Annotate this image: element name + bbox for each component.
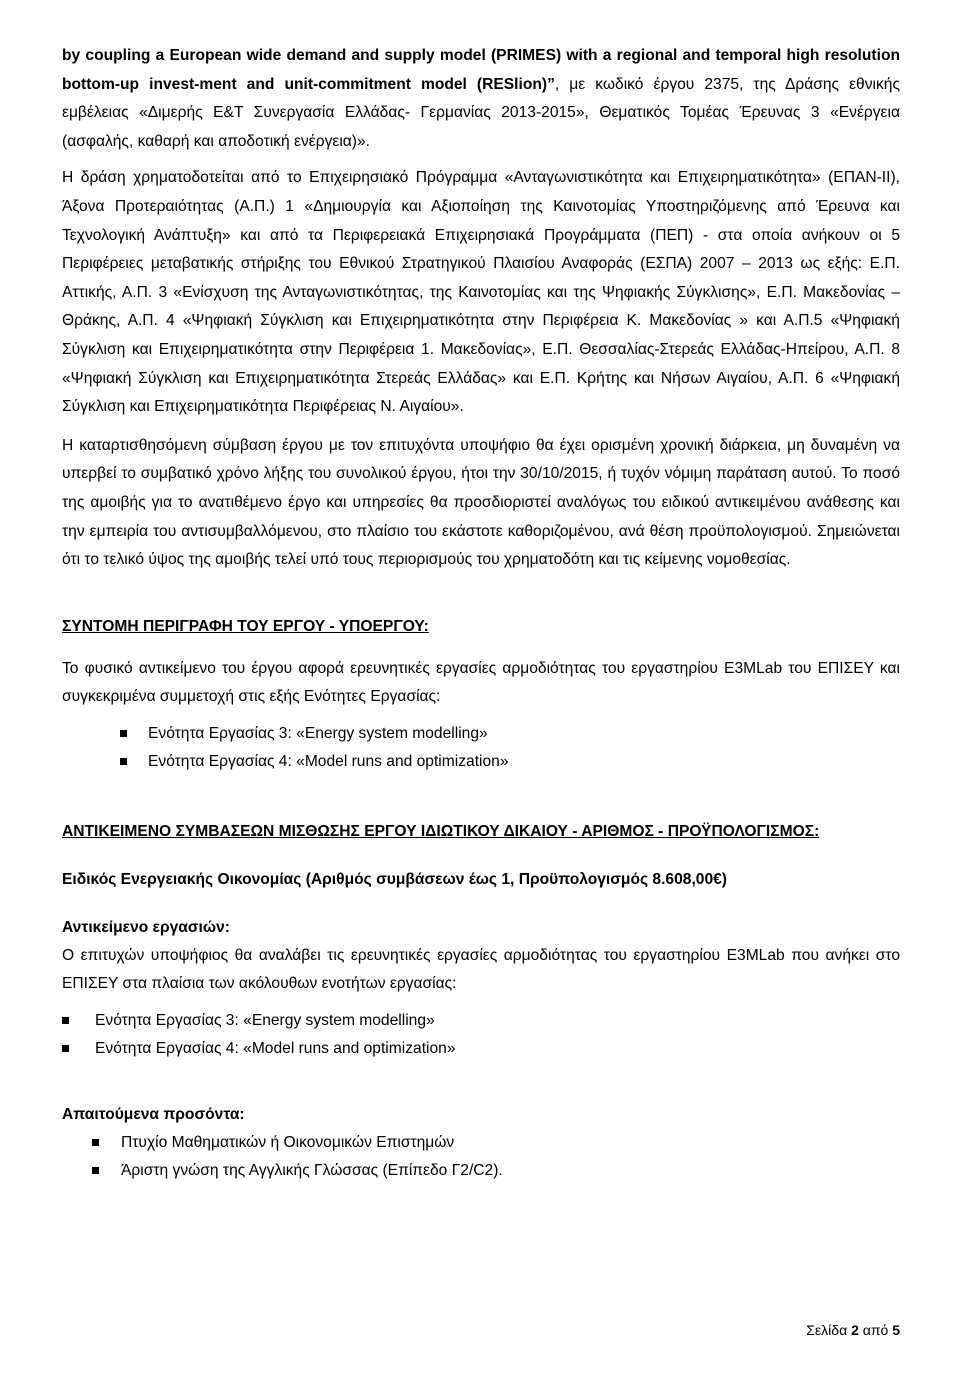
contract-paragraph: Η καταρτισθησόμενη σύμβαση έργου με τον επιτυχόντα υποψήφιο θα έχει ορισμένη χρονική διάρκεια, μη δυναμένη να υπερβεί το συμβατικό χρόνο λήξης του συνολικού έργου, ήτοι την 30/10/2015, ή τυχόν νόμιμη παράταση αυτού. Το ποσό της αμοιβής για το ανατιθέμενο έργο και υπηρεσίες θα προσδιοριστεί αναλόγως του ειδικού αντικειμένου ανάθεσης και την εμπειρία του αντισυμβαλλόμενου, στο πλαίσιο του εκάστοτε καθοριζομένου, ανά θέση προϋπολογισμού. Σημειώνεται ότι το τελικό ύψος της αμοιβής τελεί υπό τους περιορισμούς του χρηματοδότη και τις κείμενης νομοθεσίας. (62, 436, 900, 569)
requirements-list (92, 1129, 900, 1185)
object-paragraph: Ο επιτυχών υποψήφιος θα αναλάβει τις ερευνητικές εργασίες αρμοδιότητας του εργαστηρίου E3MLab που ανήκει στο ΕΠΙΣΕΥ στα πλαίσια των ακόλουθων ενοτήτων εργασίας: (62, 946, 900, 993)
work-packages-list (120, 720, 900, 776)
object-list (62, 1007, 900, 1063)
list-item: Ενότητα Εργασίας 4: «Model runs and optimization» (120, 748, 900, 776)
bullet-icon (92, 1139, 99, 1146)
list-item: Πτυχίο Μαθηματικών ή Οικονομικών Επιστημών (92, 1129, 900, 1157)
description-paragraph: Το φυσικό αντικείμενο του έργου αφορά ερευνητικές εργασίες αρμοδιότητας του εργαστηρίου E3MLab του ΕΠΙΣΕΥ και συγκεκριμένα συμμετοχή στις εξής Ενότητες Εργασίας: (62, 659, 900, 706)
object-label: Αντικείμενο εργασιών: (62, 918, 230, 936)
funding-paragraph: Η δράση χρηματοδοτείται από το Επιχειρησιακό Πρόγραμμα «Ανταγωνιστικότητα και Επιχειρηματικότητα» (ΕΠΑΝ-ΙΙ), Άξονα Προτεραιότητας (Α.Π.) 1 «Δημιουργία και Αξιοποίηση της Καινοτομίας Υποστηριζόμενης από Έρευνα και Τεχνολογική Ανάπτυξη» και από τα Περιφερειακά Επιχειρησιακά Προγράμματα (ΠΕΠ) - στα οποία ανήκουν οι 5 Περιφέρειες μεταβατικής στήριξης του Εθνικού Στρατηγικού Πλαισίου Αναφοράς (ΕΣΠΑ) 2007 – 2013 ως εξής: Ε.Π. Αττικής, Α.Π. 3 «Ενίσχυση της Ανταγωνιστικότητας, της Καινοτομίας και της Ψηφιακής Σύγκλισης», Ε.Π. Μακεδονίας – Θράκης, Α.Π. 4 «Ψηφιακή Σύγκλιση και Επιχειρηματικότητα στην Περιφέρεια Κ. Μακεδονίας » και Α.Π.5 «Ψηφιακή Σύγκλιση και Επιχειρηματικότητα στην Περιφέρεια 1. Μακεδονίας», Ε.Π. Θεσσαλίας-Στερεάς Ελλάδας-Ηπείρου, Α.Π. 8 «Ψηφιακή Σύγκλιση και Επιχειρηματικότητα Στερεάς Ελλάδας» και Ε.Π. Κρήτης και Νήσων Αιγαίου, Α.Π. 6 «Ψηφιακή Σύγκλιση και Επιχειρηματικότητα Περιφέρειας Ν. Αιγαίου». (62, 169, 900, 416)
bullet-icon (62, 1017, 69, 1024)
intro-paragraph (62, 42, 900, 156)
requirements-label: Απαιτούμενα προσόντα: (62, 1106, 245, 1124)
page-footer: Σελίδα 2 από 5 (806, 1322, 900, 1338)
bullet-icon (92, 1167, 99, 1174)
bullet-icon (62, 1045, 69, 1052)
section-heading-contracts: ΑΝΤΙΚΕΙΜΕΝΟ ΣΥΜΒΑΣΕΩΝ ΜΙΣΘΩΣΗΣ ΕΡΓΟΥ ΙΔΙΩΤΙΚΟΥ ΔΙΚΑΙΟΥ - ΑΡΙΘΜΟΣ - ΠΡΟΫΠΟΛΟΓΙΣΜΟΣ: (62, 822, 820, 840)
list-item: Ενότητα Εργασίας 3: «Energy system modelling» (120, 720, 900, 748)
position-title: Ειδικός Ενεργειακής Οικονομίας (Αριθμός συμβάσεων έως 1, Προϋπολογισμός 8.608,00€) (62, 870, 727, 888)
bullet-icon (120, 758, 127, 765)
document-page (62, 42, 900, 1185)
list-item: Ενότητα Εργασίας 3: «Energy system modelling» (62, 1007, 900, 1035)
list-item: Ενότητα Εργασίας 4: «Model runs and optimization» (62, 1035, 900, 1063)
list-item: Άριστη γνώση της Αγγλικής Γλώσσας (Επίπεδο Γ2/C2). (92, 1157, 900, 1185)
intro-bold: by coupling a European wide demand and supply model (PRIMES) with a regional and temporal high resolution bottom-up invest-ment and unit-commitment model (RESlion)” (62, 47, 900, 93)
intro-rest: , με κωδικό έργου 2375, της Δράσης εθνικής εμβέλειας «Διμερής Ε&Τ Συνεργασία Ελλάδας- Γερμανίας 2013-2015», Θεματικός Τομέας Έρευνας 3 «Ενέργεια (ασφαλής, καθαρή και αποδοτική ενέργεια)». (62, 75, 900, 150)
section-heading-description: ΣΥΝΤΟΜΗ ΠΕΡΙΓΡΑΦΗ ΤΟΥ ΕΡΓΟΥ - ΥΠΟΕΡΓΟΥ: (62, 617, 429, 635)
bullet-icon (120, 730, 127, 737)
